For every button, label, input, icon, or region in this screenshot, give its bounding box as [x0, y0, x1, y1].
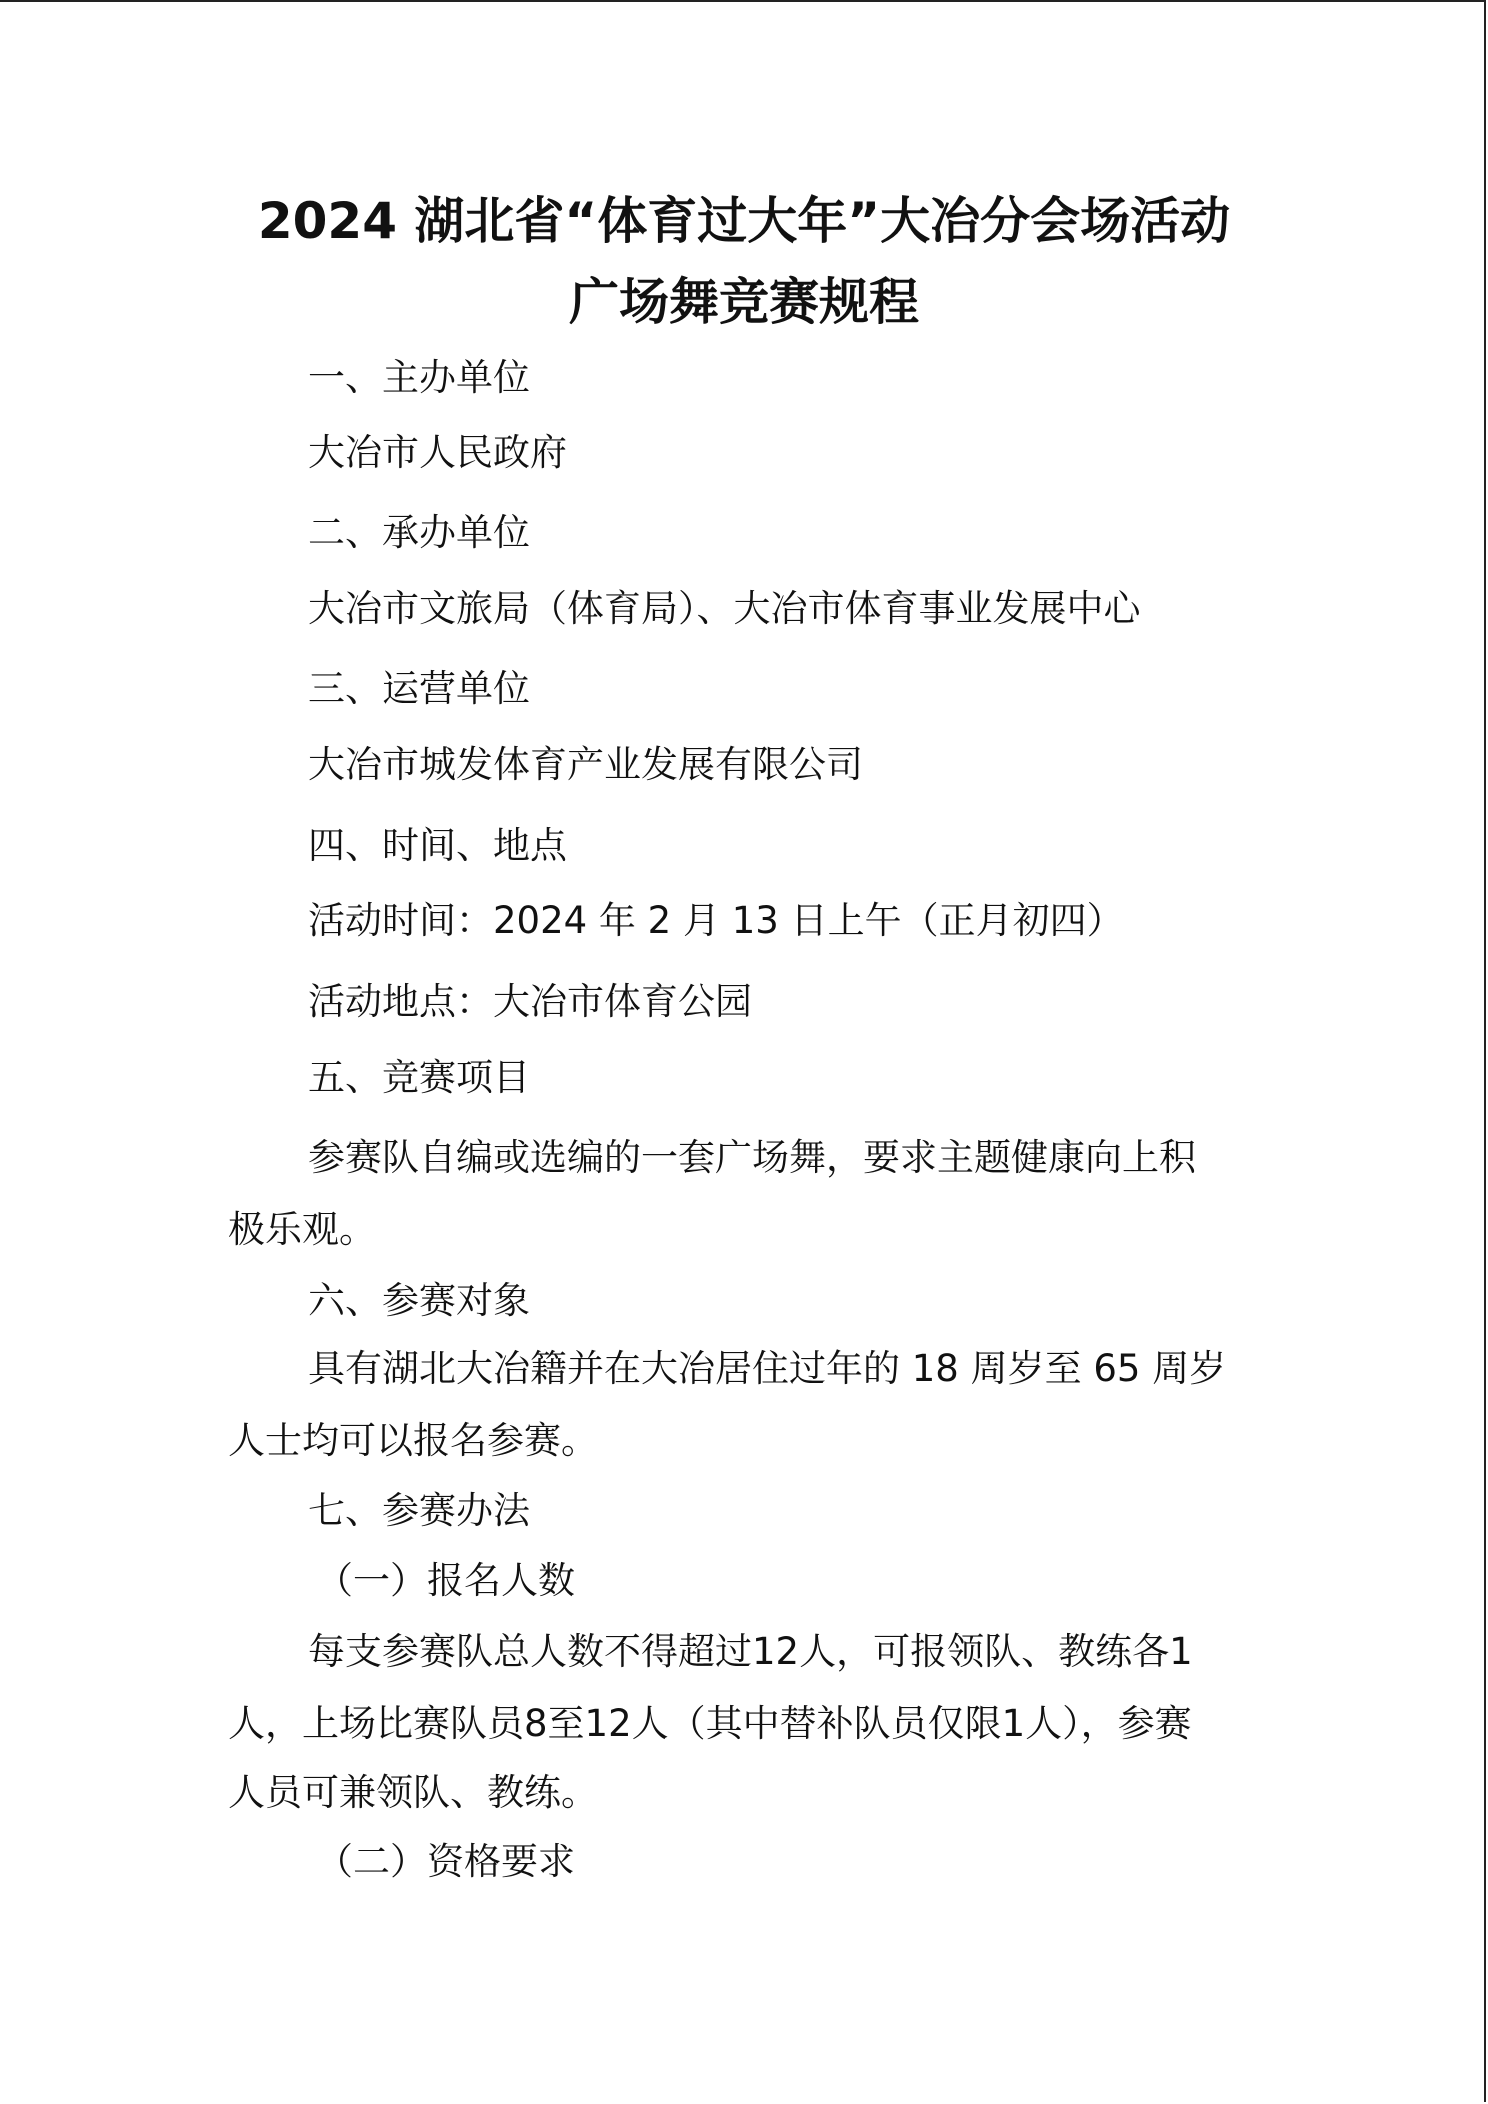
section-heading-organizer: 一、主办单位 — [308, 356, 530, 399]
section-heading-time-place: 四、时间、地点 — [308, 824, 567, 867]
competition-item-text-continued: 极乐观。 — [228, 1208, 376, 1251]
event-time-text: 活动时间：2024 年 2 月 13 日上午（正月初四） — [308, 899, 1124, 942]
organizer-text: 大冶市人民政府 — [308, 431, 567, 474]
competition-item-text: 参赛队自编或选编的一套广场舞，要求主题健康向上积 — [308, 1136, 1196, 1179]
participants-text-continued: 人士均可以报名参赛。 — [228, 1419, 598, 1462]
subsection-heading-team-size: （一）报名人数 — [316, 1559, 575, 1602]
undertaker-text: 大冶市文旅局（体育局）、大冶市体育事业发展中心 — [308, 587, 1141, 630]
section-heading-competition-item: 五、竞赛项目 — [308, 1056, 530, 1099]
participants-text: 具有湖北大冶籍并在大冶居住过年的 18 周岁至 65 周岁 — [308, 1347, 1227, 1390]
operator-text: 大冶市城发体育产业发展有限公司 — [308, 743, 863, 786]
document-title-line-2: 广场舞竞赛规程 — [569, 273, 919, 331]
subsection-heading-eligibility: （二）资格要求 — [316, 1840, 575, 1883]
team-size-text: 每支参赛队总人数不得超过12人，可报领队、教练各1 — [308, 1630, 1193, 1673]
event-place-text: 活动地点：大冶市体育公园 — [308, 980, 752, 1023]
document-title-line-1: 2024 湖北省“体育过大年”大冶分会场活动 — [257, 192, 1231, 250]
team-size-text-continued-1: 人，上场比赛队员8至12人（其中替补队员仅限1人），参赛 — [228, 1702, 1192, 1745]
section-heading-undertaker: 二、承办单位 — [308, 511, 530, 554]
section-heading-entry-method: 七、参赛办法 — [308, 1489, 530, 1532]
section-heading-participants: 六、参赛对象 — [308, 1279, 530, 1322]
team-size-text-continued-2: 人员可兼领队、教练。 — [228, 1771, 598, 1814]
section-heading-operator: 三、运营单位 — [308, 667, 530, 710]
